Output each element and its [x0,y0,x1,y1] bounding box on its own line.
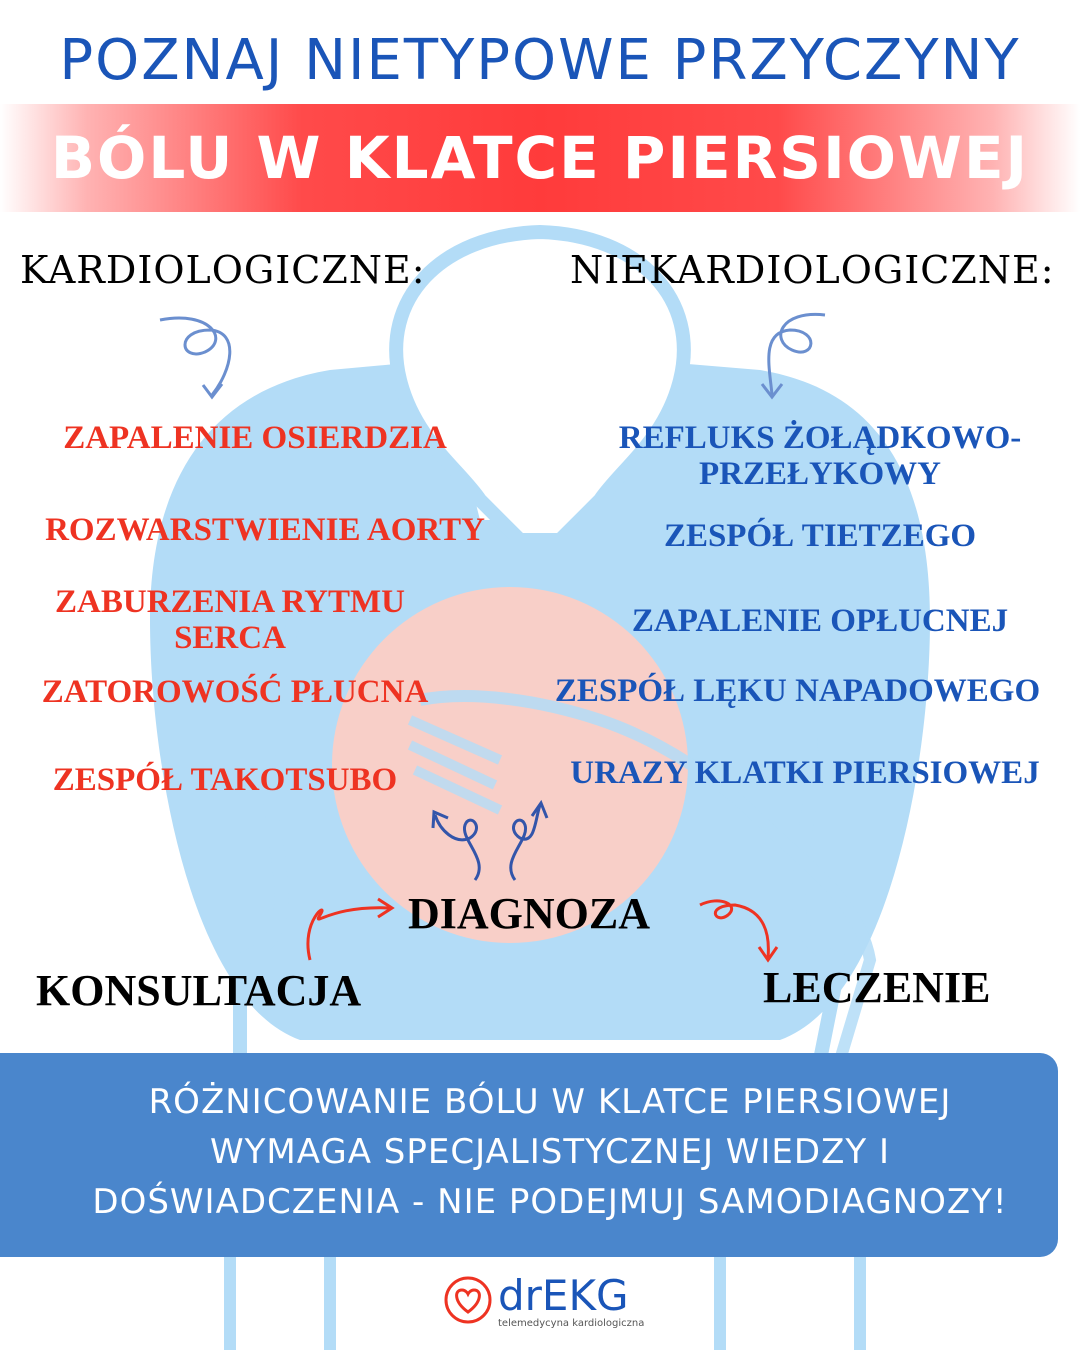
logo-name: drEKG [498,1271,629,1320]
heart-icon [440,1272,496,1328]
page-title: POZNAJ NIETYPOWE PRZYCZYNY [59,28,1021,93]
warning-line: RÓŻNICOWANIE BÓLU W KLATCE PIERSIOWEJ [148,1082,952,1122]
noncardiac-item: URAZY KLATKI PIERSIOWEJ [570,755,1040,791]
noncardiac-item: ZESPÓŁ LĘKU NAPADOWEGO [554,673,1041,709]
noncardiac-item: ZAPALENIE OPŁUCNEJ [631,603,1009,639]
page-subtitle: BÓLU W KLATCE PIERSIOWEJ [50,124,1030,192]
cardiac-header: KARDIOLOGICZNE: [20,248,426,292]
warning-line: DOŚWIADCZENIA - NIE PODEJMUJ SAMODIAGNOZY! [92,1182,1008,1222]
curly-arrow-icon [160,318,230,397]
warning-text [0,1077,1080,1227]
noncardiac-header: NIEKARDIOLOGICZNE: [570,248,1055,292]
warning-banner [0,1053,1058,1257]
cardiac-item: ZATOROWOŚĆ PŁUCNA [41,674,429,710]
treatment-label: LECZENIE [763,963,991,1012]
noncardiac-item: REFLUKS ŻOŁĄDKOWO-PRZEŁYKOWY [618,420,1022,492]
noncardiac-item: ZESPÓŁ TIETZEGO [663,518,977,554]
diagnosis-label: DIAGNOZA [408,889,651,938]
consultation-label: KONSULTACJA [36,966,362,1015]
logo-tagline: telemedycyna kardiologiczna [498,1318,645,1329]
cardiac-item: ZESPÓŁ TAKOTSUBO [52,762,398,798]
cardiac-item: ZAPALENIE OSIERDZIA [63,420,447,456]
cardiac-item: ZABURZENIA RYTMU SERCA [55,584,405,656]
cardiac-item: ROZWARSTWIENIE AORTY [45,512,485,548]
drekg-logo [440,1272,650,1338]
title-band [0,104,1080,212]
warning-line: WYMAGA SPECJALISTYCZNEJ WIEDZY I [209,1132,890,1172]
